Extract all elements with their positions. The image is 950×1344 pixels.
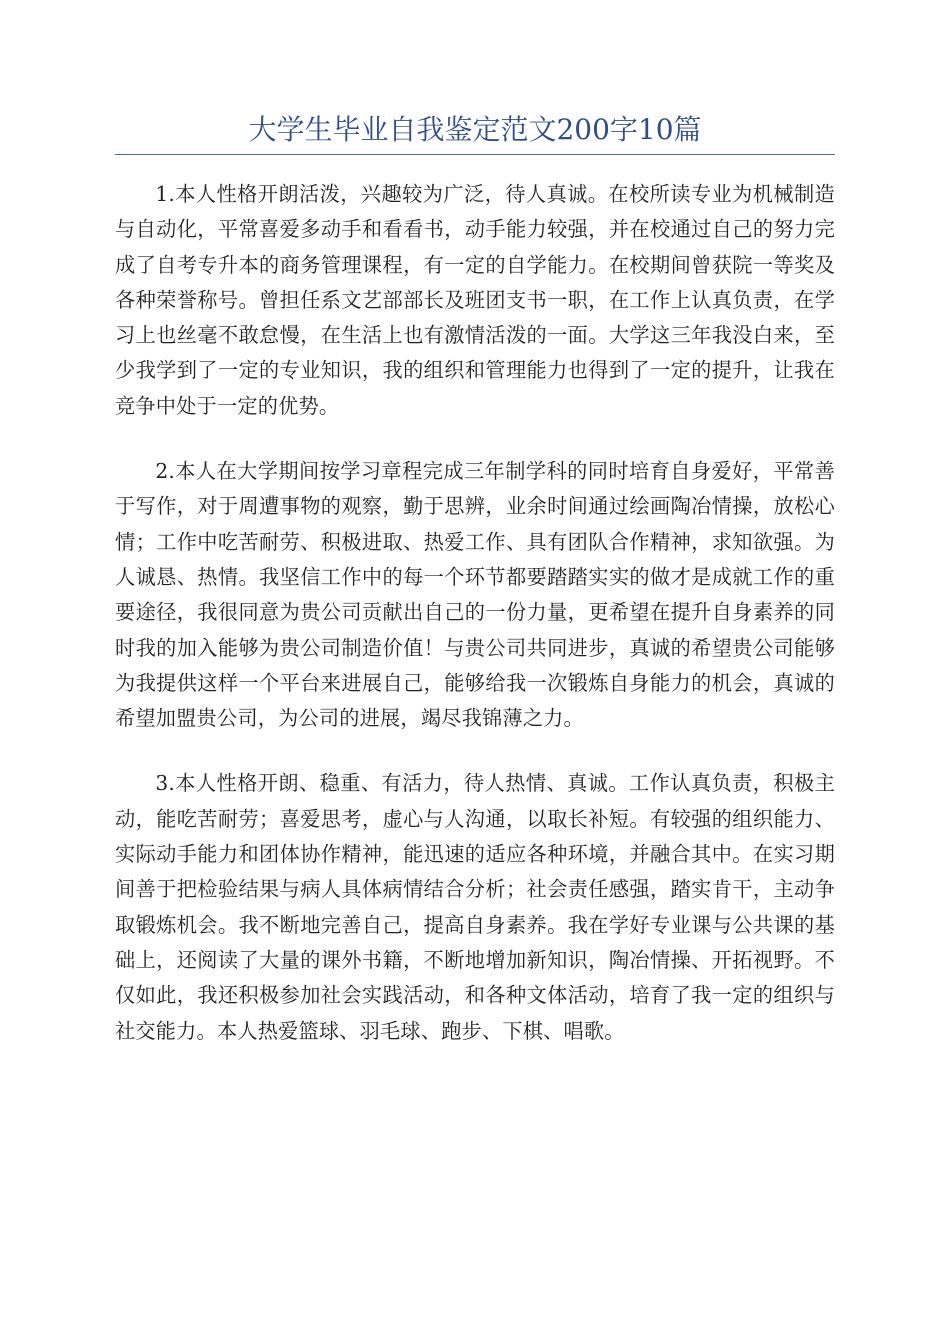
title-underline — [115, 154, 835, 155]
paragraph-3: 3.本人性格开朗、稳重、有活力，待人热情、真诚。工作认真负责，积极主动，能吃苦耐劳；喜爱思考，虚心与人沟通，以取长补短。有较强的组织能力、实际动手能力和团体协作精神，能迅速的适应各种环境，并融合其中。在实习期间善于把检验结果与病人具体病情结合分析；社会责任感强，踏实肯干，主动争取锻炼机会。我不断地完善自己，提高自身素养。我在学好专业课与公共课的基础上，还阅读了大量的课外书籍，不断地增加新知识，陶冶情操、开拓视野。不仅如此，我还积极参加社会实践活动，和各种文体活动，培育了我一定的组织与社交能力。本人热爱篮球、羽毛球、跑步、下棋、唱歌。 — [115, 771, 835, 1043]
document-body — [115, 177, 835, 1079]
document-title: 大学生毕业自我鉴定范文200字10篇 — [248, 113, 702, 146]
paragraph-2: 2.本人在大学期间按学习章程完成三年制学科的同时培育自身爱好，平常善于写作，对于周遭事物的观察，勤于思辨，业余时间通过绘画陶冶情操，放松心情；工作中吃苦耐劳、积极进取、热爱工作、具有团队合作精神，求知欲强。为人诚恳、热情。我坚信工作中的每一个环节都要踏踏实实的做才是成就工作的重要途径，我很同意为贵公司贡献出自己的一份力量，更希望在提升自身素养的同时我的加入能够为贵公司制造价值！与贵公司共同进步，真诚的希望贵公司能够为我提供这样一个平台来进展自己，能够给我一次锻炼自身能力的机会，真诚的希望加盟贵公司，为公司的进展，竭尽我锦薄之力。 — [115, 459, 835, 731]
paragraph-1: 1.本人性格开朗活泼，兴趣较为广泛，待人真诚。在校所读专业为机械制造与自动化，平常喜爱多动手和看看书，动手能力较强，并在校通过自己的努力完成了自考专升本的商务管理课程，有一定的自学能力。在校期间曾获院一等奖及各种荣誉称号。曾担任系文艺部部长及班团支书一职，在工作上认真负责，在学习上也丝毫不敢怠慢，在生活上也有激情活泼的一面。大学这三年我没白来，至少我学到了一定的专业知识，我的组织和管理能力也得到了一定的提升，让我在竞争中处于一定的优势。 — [115, 182, 835, 418]
